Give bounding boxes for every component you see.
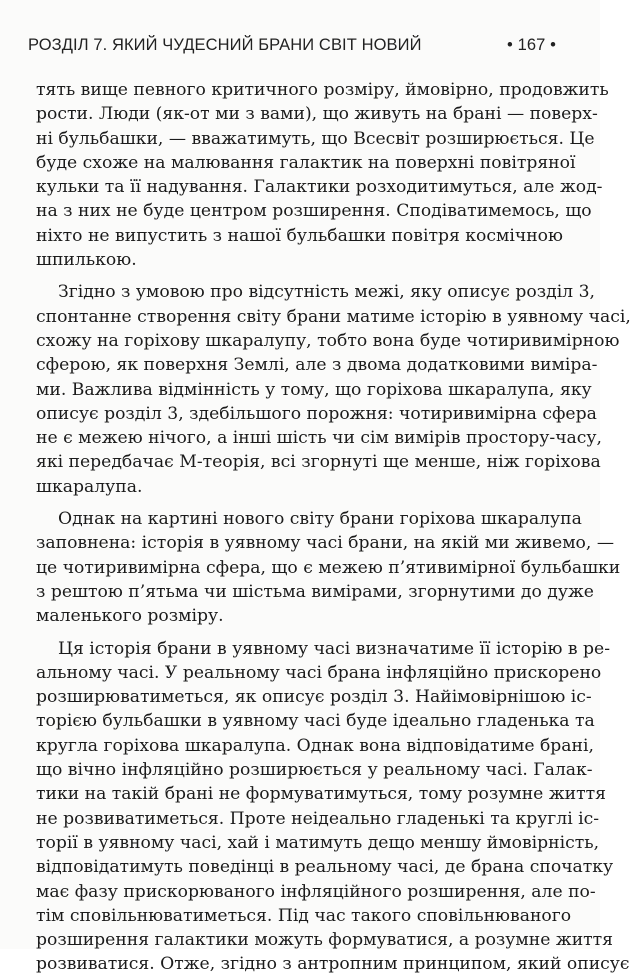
text-line: торією бульбашки в уявному часі буде ідеально гладенька та [36,711,595,732]
text-line: кульки та її надування. Галактики розходитимуться, але жод- [36,177,603,198]
text-line: розширення галактики можуть формуватися, а розумне життя [36,930,614,951]
body-text [36,78,631,977]
text-line: на з них не буде центром розширення. Сподіватимемось, що [36,201,592,222]
text-line: розширюватиметься, як описує розділ 3. Найімовірнішою іс- [36,687,592,708]
text-line: шпилькою. [36,250,137,271]
text-line: розвиватися. Отже, згідно з антропним принципом, який описує [36,954,630,975]
text-line: це чотиривимірна сфера, що є межею п’ятивимірної бульбашки [36,557,621,578]
text-line: заповнена: історія в уявному часі брани, на якій ми живемо, — [36,533,615,554]
text-line: описує розділ 3, здебільшого порожня: чотиривимірна сфера [36,403,597,424]
text-line: рости. Люди (як-от ми з вами), що живуть на брані — поверх- [36,104,598,125]
paragraph [36,507,621,628]
paragraph-gap [36,629,557,637]
text-line: відповідатимуть поведінці в реальному часі, де брана спочатку [36,857,614,878]
text-line: Ця історія брани в уявному часі визначатиме її історію в ре- [58,638,611,659]
text-line: ми. Важлива відмінність у тому, що горіхова шкаралупа, яку [36,379,592,400]
text-line: ніхто не випустить з нашої бульбашки повітря космічною [36,225,563,246]
text-line: кругла горіхова шкаралупа. Однак вона відповідатиме брані, [36,735,594,756]
text-line: Згідно з умовою про відсутність межі, яку описує розділ 3, [58,282,595,303]
text-line: Однак на картині нового світу брани горіхова шкаралупа [58,509,582,530]
paragraph [36,280,631,499]
text-line: схожу на горіхову шкаралупу, тобто вона буде чотиривимірною [36,330,620,351]
text-line: шкаралупа. [36,476,143,497]
text-line: тики на такій брані не формуватимуться, тому розумне життя [36,784,606,805]
paragraph [36,637,630,977]
text-line: тім сповільнюватиметься. Під час такого сповільнюваного [36,905,572,926]
text-line: торії в уявному часі, хай і матимуть дещо меншу ймовірність, [36,832,600,853]
text-line: що вічно інфляційно розширюється у реальному часі. Галак- [36,760,593,781]
running-header [28,36,556,62]
paragraph-gap [36,499,557,507]
page-number: • 167 • [507,36,556,54]
text-line: не розвиватиметься. Проте неідеально гладенькі та круглі іс- [36,808,600,829]
text-line: з рештою п’ятьма чи шістьма вимірами, згорнутими до дуже [36,581,594,602]
text-line: альному часі. У реальному часі брана інфляційно прискорено [36,662,602,683]
text-line: буде схоже на малювання галактик на поверхні повітряної [36,152,576,173]
chapter-title: РОЗДІЛ 7. ЯКИЙ ЧУДЕСНИЙ БРАНИ СВІТ НОВИЙ [28,36,422,54]
paragraph [36,78,609,272]
text-line: які передбачає М-теорія, всі згорнуті ще менше, ніж горіхова [36,452,601,473]
text-line: ні бульбашки, — вважатимуть, що Всесвіт розширюється. Це [36,128,595,149]
text-line: спонтанне створення світу брани матиме історію в уявному часі, [36,306,631,327]
text-line: маленького розміру. [36,606,224,627]
text-line: не є межею нічого, а інші шість чи сім вимірів простору-часу, [36,428,603,449]
text-line: тять вище певного критичного розміру, ймовірно, продовжить [36,80,609,100]
text-line: має фазу прискорюваного інфляційного розширення, але по- [36,881,596,902]
paragraph-gap [36,272,557,280]
text-line: сферою, як поверхня Землі, але з двома додатковими виміра- [36,355,598,376]
